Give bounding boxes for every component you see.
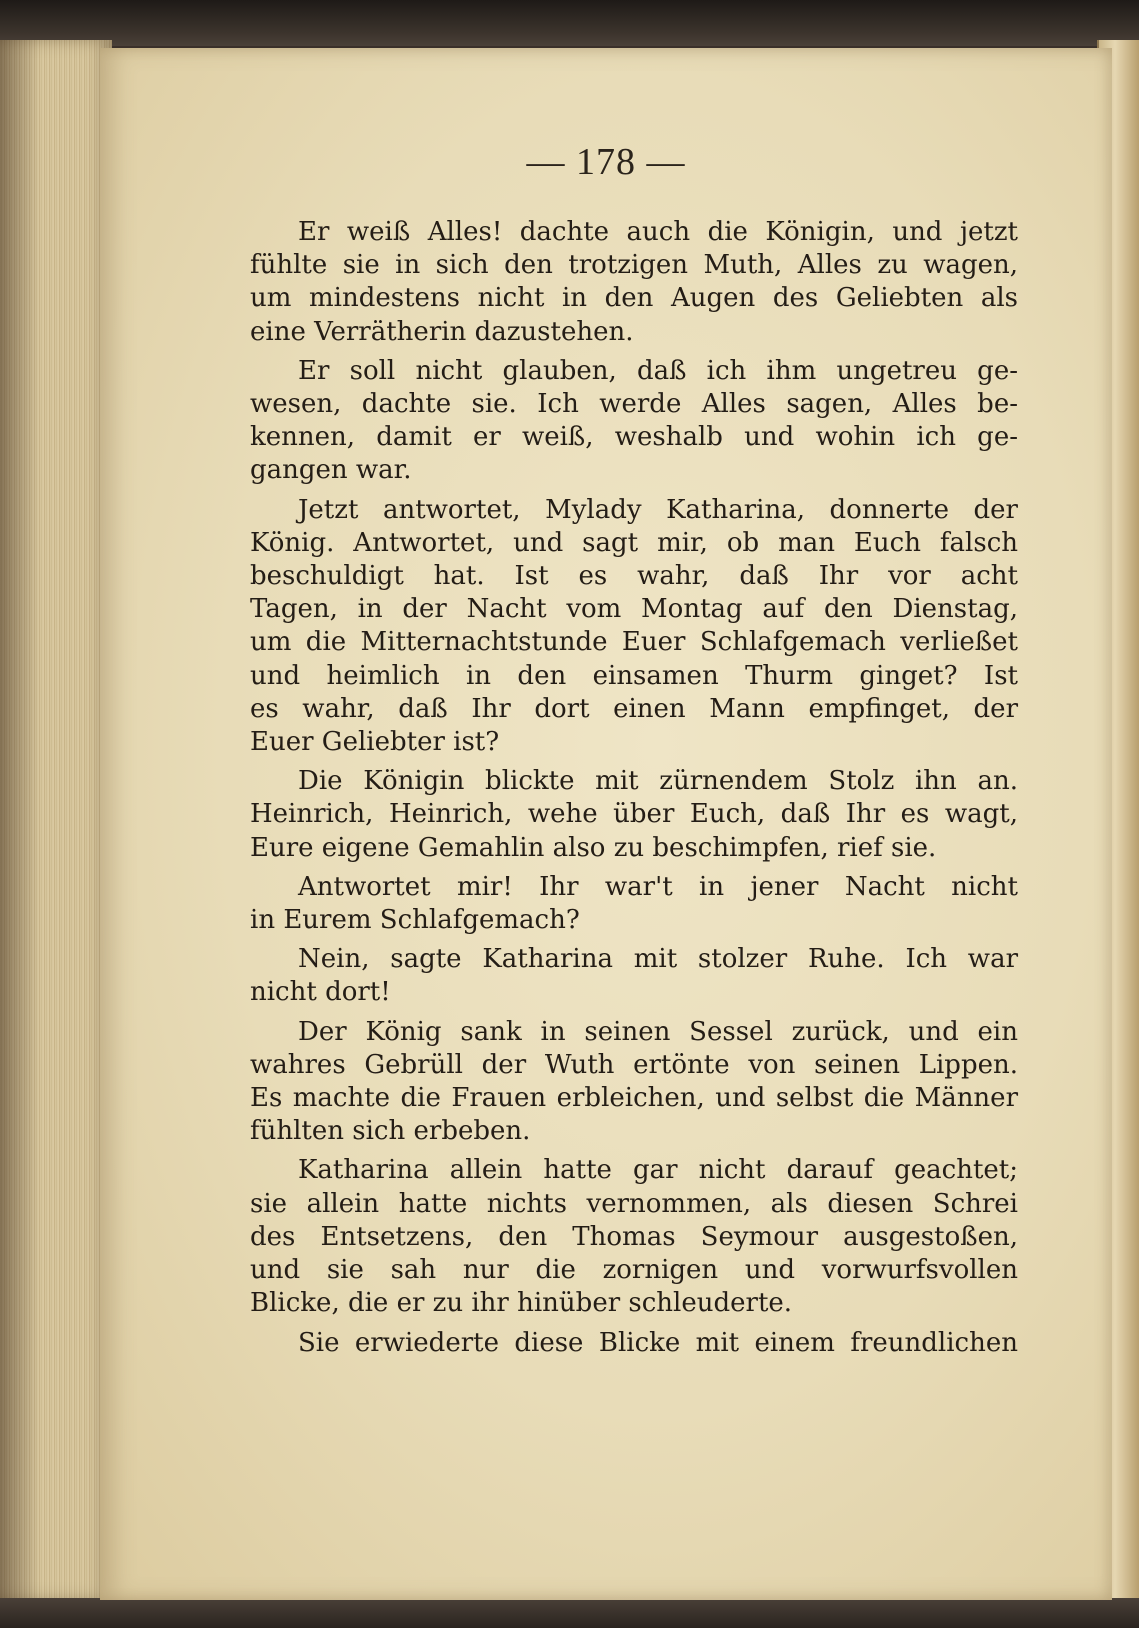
text-line: nicht dort! [250,977,391,1008]
text-line: Nein, sagte Katharina mit stolzer Ruhe. Ich war [298,944,1018,975]
paragraph [250,871,1018,937]
paragraph [250,1327,1018,1360]
text-line: wahres Gebrüll der Wuth ertönte von seinen Lippen. [250,1049,1018,1080]
text-line: Katharina allein hatte gar nicht darauf geachtet; [298,1155,1018,1186]
text-line: Heinrich, Heinrich, wehe über Euch, daß Ihr es wagt, [250,799,1018,830]
text-line: kennen, damit er weiß, weshalb und wohin ich ge- [250,422,1018,453]
text-line: um die Mitternachtstunde Euer Schlafgemach verließet [250,627,1018,658]
text-line: beschuldigt hat. Ist es wahr, daß Ihr vor acht [250,561,1018,592]
text-line: Antwortet mir! Ihr war't in jener Nacht nicht [298,871,1018,902]
paragraph [250,1154,1018,1320]
text-line: Blicke, die er zu ihr hinüber schleuderte. [250,1288,793,1319]
paragraph [250,943,1018,1009]
text-line: Euer Geliebter ist? [250,727,500,758]
text-line: Eure eigene Gemahlin also zu beschimpfen, rief sie. [250,832,937,863]
text-line: Er soll nicht glauben, daß ich ihm ungetreu ge- [298,355,1018,386]
text-line: sie allein hatte nichts vernommen, als diesen Schrei [250,1188,1018,1219]
text-line: wesen, dachte sie. Ich werde Alles sagen, Alles be- [250,389,1018,420]
text-line: Jetzt antwortet, Mylady Katharina, donnerte der [298,494,1018,525]
page-body-text [250,216,1018,1360]
book-page [100,48,1112,1600]
text-line: in Eurem Schlafgemach? [250,905,580,936]
text-line: Er weiß Alles! dachte auch die Königin, und jetzt [298,217,1018,247]
paragraph [250,355,1018,488]
text-line: und heimlich in den einsamen Thurm ginget? Ist [250,660,1018,691]
book-cover-bottom-edge [0,1598,1139,1628]
text-line: fühlten sich erbeben. [250,1116,531,1147]
text-line: um mindestens nicht in den Augen des Geliebten als [250,283,1018,314]
text-line: Es machte die Frauen erbleichen, und selbst die Männer [250,1083,1018,1114]
text-line: König. Antwortet, und sagt mir, ob man Euch falsch [250,527,1018,558]
page-number: — 178 — [526,141,686,183]
book-cover-top-edge [0,0,1139,46]
paragraph [250,1016,1018,1149]
text-line: Die Königin blickte mit zürnendem Stolz ihn an. [298,766,1018,797]
text-line: es wahr, daß Ihr dort einen Mann empfinget, der [250,693,1018,724]
text-line: und sie sah nur die zornigen und vorwurfsvollen [250,1255,1018,1286]
text-line: des Entsetzens, den Thomas Seymour ausgestoßen, [250,1221,1018,1252]
text-line: gangen war. [250,455,412,486]
text-line: Sie erwiederte diese Blicke mit einem freundlichen [298,1327,1018,1358]
paragraph [250,494,1018,760]
text-line: fühlte sie in sich den trotzigen Muth, Alles zu wagen, [250,250,1018,281]
book-page-edges [0,40,112,1600]
text-line: eine Verrätherin dazustehen. [250,316,634,347]
text-line: Der König sank in seinen Sessel zurück, und ein [298,1016,1018,1047]
paragraph [250,765,1018,865]
paragraph [250,216,1018,349]
text-line: Tagen, in der Nacht vom Montag auf den Dienstag, [250,594,1018,625]
